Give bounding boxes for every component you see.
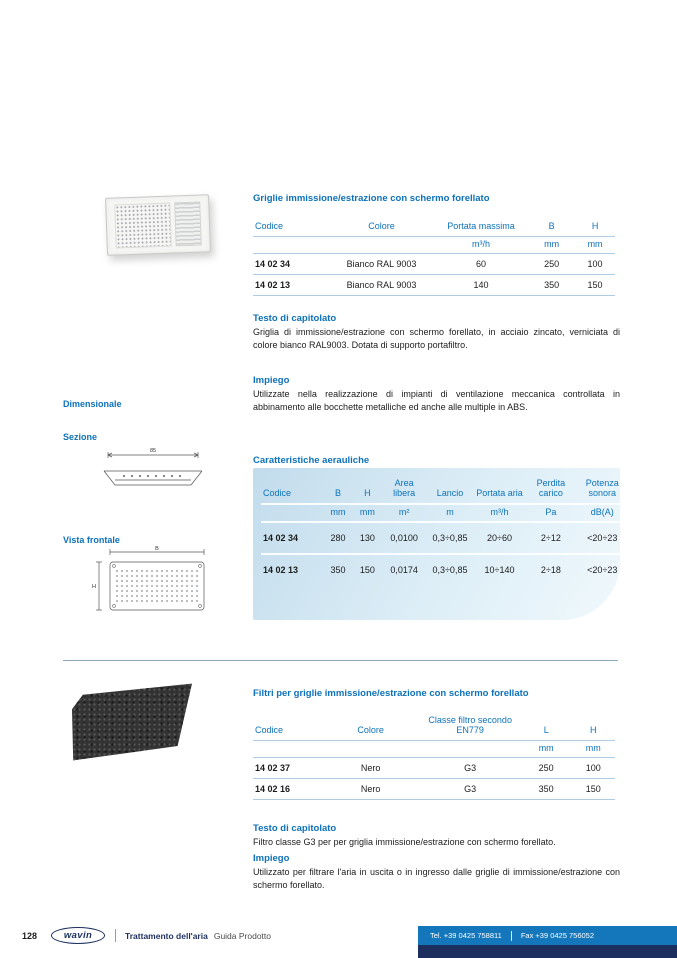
filter-product-image [72, 682, 192, 762]
table-cell: Bianco RAL 9003 [346, 259, 417, 269]
table-row-data-row [261, 554, 628, 585]
table-cell: G3 [464, 763, 477, 773]
table-cell: 250 [538, 763, 554, 773]
table-cell: 350 [330, 565, 346, 575]
table-cell: Area libera [393, 478, 416, 498]
footer-contact-bar [418, 926, 677, 945]
section-divider [63, 660, 618, 661]
table-cell: H [364, 488, 371, 498]
table-cell: 350 [544, 280, 560, 290]
table-cell: m³/h [490, 507, 509, 517]
section-title-grilles: Griglie immissione/estrazione con schermo forellato [253, 193, 490, 204]
sezione-drawing [98, 446, 208, 498]
table-cell: 60 [476, 259, 487, 269]
capitolato-text-grilles: Griglia di immissione/estrazione con schermo forellato, in acciaio zincato, verniciata di colore bianco RAL9003. Dotata di supporto portafiltro. [253, 327, 620, 350]
table-cell: <20÷23 [587, 533, 618, 543]
table-cell: dB(A) [590, 507, 614, 517]
impiego-title-grilles: Impiego [253, 375, 290, 386]
wavin-logo [51, 927, 105, 944]
table-row-units-row [261, 504, 628, 522]
table-cell: 250 [544, 259, 560, 269]
table-cell: 350 [538, 784, 554, 794]
table-cell: 14 02 34 [263, 533, 299, 543]
sezione-width-dim: 85 [149, 448, 157, 454]
table-cell: 0,3÷0,85 [432, 533, 468, 543]
contact-bar-separator [511, 931, 512, 941]
capitolato-title-grilles: Testo di capitolato [253, 313, 337, 324]
table-cell: G3 [464, 784, 477, 794]
table-cell: H [591, 221, 599, 231]
table-cell: 0,0174 [390, 565, 418, 575]
table-cell: 100 [587, 259, 603, 269]
table-cell: mm [587, 239, 603, 249]
table-cell: 150 [359, 565, 375, 575]
table-cell: 280 [330, 533, 346, 543]
table-cell [253, 741, 322, 758]
table-cell: Perdita carico [536, 478, 566, 498]
grille-product-image [105, 194, 211, 256]
aerauliche-table [261, 474, 628, 585]
table-cell: 0,0100 [390, 533, 418, 543]
table-cell: Colore [357, 725, 384, 735]
label-dimensionale: Dimensionale [63, 399, 122, 409]
table-cell: 2÷18 [540, 565, 561, 575]
table-cell: Bianco RAL 9003 [346, 280, 417, 290]
table-cell: Codice [255, 725, 284, 735]
table-cell: Colore [368, 221, 395, 231]
page-footer [0, 926, 418, 945]
table-cell: mm [538, 743, 554, 753]
table-cell: Nero [360, 784, 381, 794]
table-cell [420, 741, 521, 758]
front-height-dim: H [92, 584, 96, 590]
table-cell: 150 [587, 280, 603, 290]
table-cell: m² [398, 507, 410, 517]
footer-fax: Fax +39 0425 756052 [520, 931, 594, 940]
footer-title: Trattamento dell'aria [125, 930, 208, 941]
filters-table [253, 712, 615, 800]
section-title-filters: Filtri per griglie immissione/estrazione con schermo forellato [253, 688, 529, 699]
footer-navy-bar [418, 945, 677, 958]
page-number: 128 [22, 930, 38, 941]
table-row-data-row [253, 758, 615, 779]
table-cell: 14 02 13 [263, 565, 299, 575]
table-cell: Portata aria [476, 488, 523, 498]
table-row-data-row [253, 275, 615, 296]
table-cell: Codice [263, 488, 292, 498]
label-vista-frontale: Vista frontale [63, 535, 120, 545]
capitolato-title-filters: Testo di capitolato [253, 823, 337, 834]
table-cell: 0,3÷0,85 [432, 565, 468, 575]
table-cell: mm [330, 507, 346, 517]
table-cell: 10÷140 [484, 565, 515, 575]
vista-frontale-drawing [90, 544, 215, 619]
table-cell: H [590, 725, 597, 735]
table-cell: 130 [359, 533, 375, 543]
wavin-logo-text: wavin [63, 930, 93, 941]
footer-subtitle: Guida Prodotto [213, 930, 272, 941]
grille-perforation-pattern [114, 203, 172, 249]
section-title-aerauliche: Caratteristiche aerauliche [253, 455, 370, 466]
table-cell: 100 [585, 763, 601, 773]
label-sezione: Sezione [63, 432, 98, 442]
capitolato-text-filters: Filtro classe G3 per per griglia immissione/estrazione con schermo forellato. [253, 837, 556, 847]
impiego-title-filters: Impiego [253, 853, 290, 864]
table-cell: Classe filtro secondo EN779 [428, 715, 512, 735]
footer-separator [115, 929, 116, 942]
table-cell: 150 [585, 784, 601, 794]
aerauliche-panel [253, 468, 620, 620]
table-cell: 14 02 37 [255, 763, 291, 773]
table-cell [261, 504, 323, 522]
table-cell: L [543, 725, 549, 735]
table-cell: 20÷60 [487, 533, 512, 543]
table-cell: mm [544, 239, 560, 249]
table-cell: B [335, 488, 342, 498]
table-row-units-row [253, 237, 615, 254]
table-cell: m [446, 507, 454, 517]
table-cell: 14 02 13 [255, 280, 291, 290]
table-cell: 140 [473, 280, 489, 290]
table-cell: mm [585, 743, 601, 753]
table-cell: <20÷23 [587, 565, 618, 575]
table-row-head-row [253, 712, 615, 741]
table-row-data-row [253, 254, 615, 275]
table-cell: Potenza sonora [585, 478, 619, 498]
table-row-data-row [261, 522, 628, 554]
table-cell: 2÷12 [540, 533, 561, 543]
table-cell: Codice [255, 221, 284, 231]
table-row-head-row [253, 218, 615, 237]
table-cell [253, 237, 329, 254]
table-cell: Pa [545, 507, 557, 517]
front-width-dim: B [155, 546, 159, 552]
table-row-head-row [261, 474, 628, 504]
table-cell: 14 02 16 [255, 784, 291, 794]
impiego-text-grilles: Utilizzate nella realizzazione di impianti di ventilazione meccanica controllata in abbinamento alle bocchette metalliche ed anche alle multiple in ABS. [253, 389, 620, 412]
table-cell [322, 741, 420, 758]
table-cell: Nero [360, 763, 381, 773]
table-row-data-row [253, 779, 615, 800]
filter-sheet [72, 682, 192, 762]
table-cell: m³/h [472, 239, 491, 249]
table-cell: Portata massima [447, 221, 515, 231]
impiego-text-filters: Utilizzato per filtrare l'aria in uscita o in ingresso dalle griglie di immissione/estrazione con schermo forellato. [253, 867, 620, 890]
table-cell: B [548, 221, 555, 231]
table-cell [329, 237, 434, 254]
footer-tel: Tel. +39 0425 758811 [430, 931, 502, 940]
grille-vent-slots [174, 202, 202, 247]
table-cell: Lancio [436, 488, 464, 498]
grille-frame [105, 194, 211, 256]
grilles-table [253, 218, 615, 296]
table-cell: 14 02 34 [255, 259, 291, 269]
table-cell: mm [359, 507, 375, 517]
table-row-units-row [253, 741, 615, 758]
